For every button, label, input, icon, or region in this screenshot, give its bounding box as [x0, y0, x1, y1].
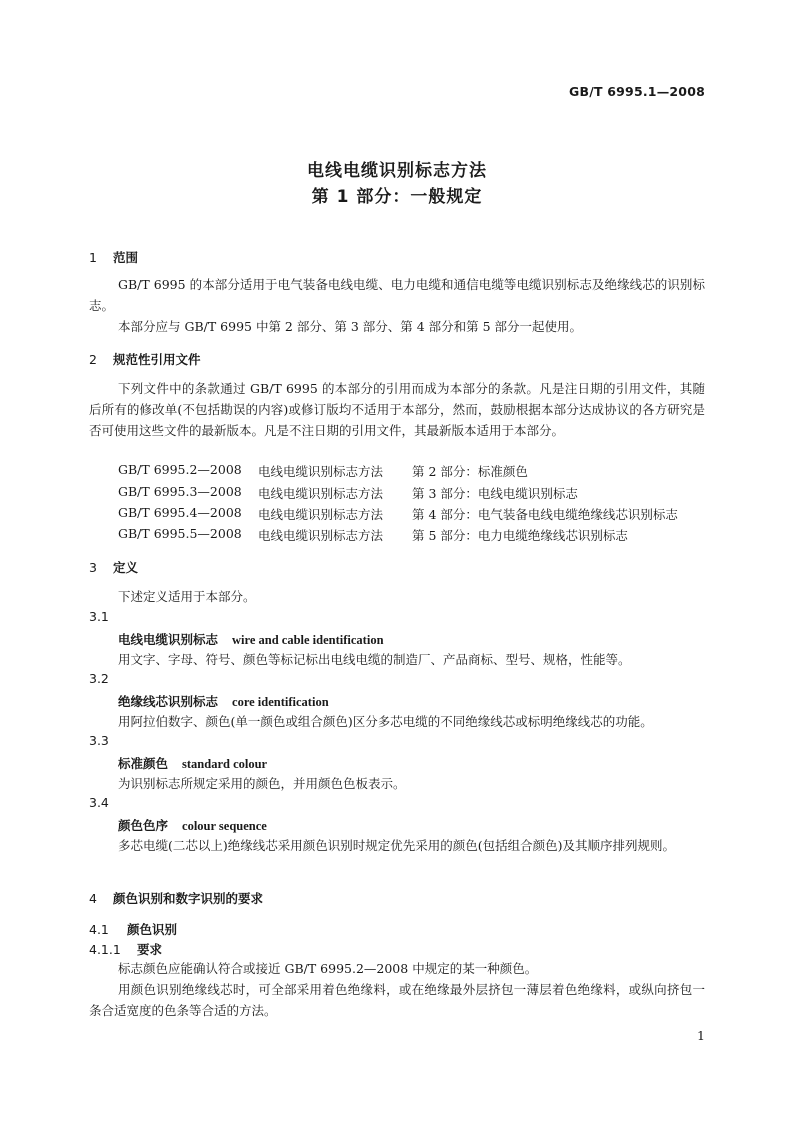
definition-term [118, 816, 267, 834]
term-english: core identification [232, 695, 329, 709]
term-chinese: 颜色色序 [118, 818, 169, 833]
section-1-paragraph-2: 本部分应与 GB/T 6995 中第 2 部分、第 3 部分、第 4 部分和第 5 部分一起使用。 [118, 319, 583, 334]
definition-number: 3.3 [89, 733, 109, 748]
reference-item [118, 505, 678, 522]
document-subtitle: 第 1 部分：一般规定 [311, 187, 483, 207]
section-2-paragraph: 下列文件中的条款通过 GB/T 6995 的本部分的引用而成为本部分的条款。凡是注日期的引用文件，其随后所有的修改单(不包括勘误的内容)或修订版均不适用于本部分，然而，鼓励根据本部分达成协议的各方研究是否可使用这些文件的最新版本。凡是不注日期的引用文件，其最新版本适用于本部分。 [89, 381, 705, 438]
term-english: colour sequence [182, 819, 267, 833]
section-title: 颜色识别 [127, 922, 178, 937]
definition-term [118, 692, 329, 710]
section-1-paragraph-1: GB/T 6995 的本部分适用于电气装备电线电缆、电力电缆和通信电缆等电缆识别标志及绝缘线芯的识别标志。 [89, 277, 705, 313]
document-title: 电线电缆识别标志方法 [307, 161, 487, 181]
definition-text: 用阿拉伯数字、颜色(单一颜色或组合颜色)区分多芯电缆的不同绝缘线芯或标明绝缘线芯的功能。 [118, 714, 653, 729]
section-title: 定义 [113, 560, 139, 575]
reference-code: GB/T 6995.4—2008 [118, 505, 242, 520]
standard-number: GB/T 6995.1—2008 [569, 84, 705, 99]
definition-text: 多芯电缆(二芯以上)绝缘线芯采用颜色识别时规定优先采用的颜色(包括组合颜色)及其顺序排列规则。 [118, 838, 676, 853]
definition-number: 3.2 [89, 671, 109, 686]
section-number: 3 [89, 560, 97, 575]
reference-title: 电线电缆识别标志方法 [258, 486, 384, 501]
reference-part: 第 4 部分：电气装备电线电缆绝缘线芯识别标志 [412, 507, 678, 522]
term-english: wire and cable identification [232, 633, 384, 647]
term-chinese: 绝缘线芯识别标志 [118, 694, 219, 709]
term-english: standard colour [182, 757, 268, 771]
definition-number: 3.1 [89, 609, 109, 624]
subsection-4-1-1-paragraph-1: 标志颜色应能确认符合或接近 GB/T 6995.2—2008 中规定的某一种颜色。 [118, 961, 538, 976]
subsection-4-1-1-paragraph-2: 用颜色识别绝缘线芯时，可全部采用着色绝缘料，或在绝缘最外层挤包一薄层着色绝缘料，或纵向挤包一条合适宽度的色条等合适的方法。 [89, 982, 705, 1018]
reference-item [118, 484, 578, 501]
definition-text: 为识别标志所规定采用的颜色，并用颜色色板表示。 [118, 776, 406, 791]
reference-part: 第 2 部分：标准颜色 [412, 464, 528, 479]
section-1-heading [89, 248, 138, 266]
term-chinese: 标准颜色 [118, 756, 169, 771]
subsection-4-1-1-heading [89, 940, 162, 958]
reference-part: 第 5 部分：电力电缆绝缘线芯识别标志 [412, 528, 628, 543]
reference-part: 第 3 部分：电线电缆识别标志 [412, 486, 578, 501]
section-title: 要求 [137, 942, 163, 957]
definition-text: 用文字、字母、符号、颜色等标记标出电线电缆的制造厂、产品商标、型号、规格，性能等。 [118, 652, 631, 667]
reference-code: GB/T 6995.3—2008 [118, 484, 242, 499]
section-number: 2 [89, 352, 97, 367]
reference-title: 电线电缆识别标志方法 [258, 528, 384, 543]
definition-number: 3.4 [89, 795, 109, 810]
section-number: 1 [89, 250, 97, 265]
reference-title: 电线电缆识别标志方法 [258, 507, 384, 522]
section-number: 4.1 [89, 922, 109, 937]
definition-term [118, 630, 384, 648]
section-number: 4 [89, 891, 97, 906]
section-title: 范围 [113, 250, 139, 265]
term-chinese: 电线电缆识别标志 [118, 632, 219, 647]
section-title: 规范性引用文件 [113, 352, 201, 367]
definition-term [118, 754, 267, 772]
reference-code: GB/T 6995.2—2008 [118, 462, 242, 477]
reference-item [118, 526, 628, 543]
section-title: 颜色识别和数字识别的要求 [113, 891, 264, 906]
section-number: 4.1.1 [89, 942, 121, 957]
section-3-heading [89, 558, 138, 576]
reference-code: GB/T 6995.5—2008 [118, 526, 242, 541]
section-4-heading [89, 889, 263, 907]
reference-item [118, 462, 528, 479]
reference-title: 电线电缆识别标志方法 [258, 464, 384, 479]
page-number: 1 [697, 1028, 705, 1043]
section-2-heading [89, 350, 201, 368]
section-3-intro: 下述定义适用于本部分。 [118, 589, 256, 604]
subsection-4-1-heading [89, 920, 177, 938]
